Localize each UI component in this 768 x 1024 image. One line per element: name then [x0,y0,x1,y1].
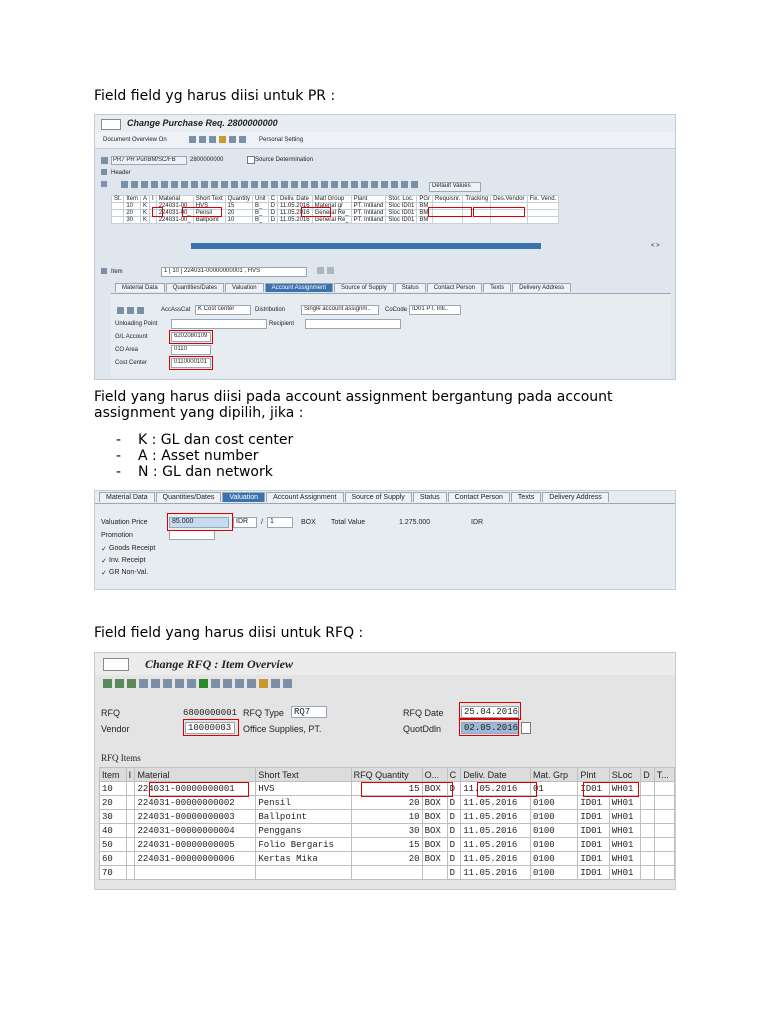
table-cell [112,210,124,217]
rfq-screenshot [94,652,676,890]
table-cell [641,824,655,838]
table-cell: B_ [253,210,269,217]
table-cell [654,782,674,796]
table-cell [641,782,655,796]
rfq-type-label: RFQ Type [243,708,284,718]
item-select[interactable]: 1 [ 10 ] 224031-00000000001 , HVS [161,267,307,277]
pr-column-header: Stor. Loc. [386,196,417,203]
goods-receipt-label: Goods Receipt [109,545,156,552]
tab-status[interactable]: Status [413,492,447,502]
acct-bullet-list [116,432,293,480]
pr-title: Change Purchase Req. 2800000000 [127,118,278,128]
table-cell: ID01 [578,838,609,852]
pr-column-header: St. [112,196,124,203]
rfq-type-field[interactable]: RQ7 [291,706,327,718]
table-cell: 70 [100,866,127,880]
table-cell: 40 [100,824,127,838]
table-cell: WH01 [609,852,640,866]
table-cell: BOX [422,782,447,796]
unloading-point-label: Unloading Point [115,321,158,327]
table-cell: D [447,824,461,838]
table-cell: D [268,203,277,210]
unloading-point-field[interactable] [171,319,267,329]
table-row[interactable] [112,217,559,224]
table-cell [527,203,559,210]
table-cell: Material gr [312,203,351,210]
rfq-heading: Field field yang harus diisi untuk RFQ : [94,625,364,641]
table-cell: 0100 [531,810,578,824]
horizontal-scrollbar[interactable] [191,243,541,249]
menu-icon[interactable] [101,119,121,130]
total-value: 1.275.000 [399,519,431,526]
rfq-column-header: RFQ Quantity [351,768,422,782]
pr-column-header: C [268,196,277,203]
promotion-field[interactable] [169,530,215,540]
table-cell: 11.05.2016 [461,852,531,866]
table-cell: 15 [225,203,252,210]
rfq-number: 6800000001 [183,708,238,718]
table-cell [641,838,655,852]
table-cell: D [268,210,277,217]
table-cell: 20 [225,210,252,217]
table-cell: ID01 [578,866,609,880]
table-cell: 224031-00000000004 [135,824,256,838]
table-cell: K [141,203,150,210]
table-cell: ID01 [578,824,609,838]
tab-material-data[interactable]: Material Data [99,492,155,502]
rfq-column-header: Mat. Grp [531,768,578,782]
doc-type-icon [101,157,111,164]
table-cell: Penggans [256,824,351,838]
acctasscat-select[interactable]: K Cost center [195,305,251,315]
table-cell: 30 [100,810,127,824]
tab-source-of-supply[interactable]: Source of Supply [345,492,412,502]
table-cell: 224031-00_ [156,217,193,224]
menu-icon[interactable] [103,658,129,671]
table-cell: 11.05.2016 [461,782,531,796]
tab-quantities-dates[interactable]: Quantities/Dates [166,283,224,292]
table-cell: BOX [422,796,447,810]
tab-delivery-address[interactable]: Delivery Address [542,492,609,502]
table-cell: 10 [351,810,422,824]
table-cell [654,866,674,880]
per-separator: / [261,519,263,526]
table-row[interactable] [100,810,675,824]
table-cell: 0100 [531,824,578,838]
table-cell: Sloc ID01 [386,210,417,217]
highlight-valuation-price [167,513,233,531]
table-cell: D [447,796,461,810]
doc-type-select[interactable]: PR7 PR Pur/BM/SC/FB [111,156,187,165]
rfq-column-header: Plnt [578,768,609,782]
rfq-column-header: I [126,768,135,782]
table-cell: ID01 [578,852,609,866]
rfq-column-header: D [641,768,655,782]
table-cell: 20 [124,210,141,217]
table-cell: 224031-00000000002 [135,796,256,810]
rfq-column-header: Material [135,768,256,782]
rfq-column-header: Deliv. Date [461,768,531,782]
tab-account-assignment[interactable]: Account Assignment [266,492,343,502]
table-cell: BM [417,217,433,224]
table-cell: WH01 [609,866,640,880]
header-toggle-icon[interactable] [101,169,110,176]
bullet-k: - K : GL dan cost center [116,432,293,448]
co-area-field[interactable]: 0110 [171,345,211,355]
table-cell [654,838,674,852]
table-cell: ID01 [578,810,609,824]
table-cell: BM [417,203,433,210]
table-cell [126,782,135,796]
promotion-label: Promotion [101,532,133,539]
table-cell [641,866,655,880]
table-cell: D [447,838,461,852]
rfq-column-header: C [447,768,461,782]
highlight-rfq-deliv-date [477,782,537,797]
table-cell: 20 [351,796,422,810]
table-cell: 0100 [531,838,578,852]
rfq-title: Change RFQ : Item Overview [145,657,293,671]
rfq-toolbar [103,679,295,689]
table-cell [126,810,135,824]
cost-center-field[interactable]: 0110000101 [171,358,211,368]
total-value-label: Total Value [331,519,366,526]
table-cell [527,217,559,224]
table-cell: 10 [124,203,141,210]
highlight-rfq-material [149,782,249,797]
pr-screenshot [94,114,676,380]
pr-heading: Field field yg harus diisi untuk PR : [94,88,336,104]
table-cell [654,796,674,810]
table-cell [527,210,559,217]
table-cell: WH01 [609,796,640,810]
table-cell: 30 [351,824,422,838]
grid-toolbar [121,181,421,192]
highlight-acct-cat [152,207,163,217]
vendor-label: Vendor [101,724,130,734]
table-cell [351,866,422,880]
vendor-field[interactable]: 10000003 [185,722,235,734]
table-cell: 0100 [531,796,578,810]
table-cell: BM [417,210,433,217]
table-cell [491,217,527,224]
personal-setting-button[interactable]: Personal Setting [259,137,304,143]
table-cell: K [141,210,150,217]
table-cell: B_ [253,217,269,224]
highlight-quotddln [459,718,519,736]
table-cell: BOX [422,852,447,866]
table-cell [126,866,135,880]
table-cell: 224031-00000000003 [135,810,256,824]
table-cell: BOX [422,838,447,852]
table-cell: 0100 [531,852,578,866]
table-cell [150,217,157,224]
currency-field[interactable]: IDR [233,517,257,528]
table-cell: K [141,217,150,224]
distribution-label: Distribution [255,307,286,313]
table-cell: PT. Intiland [351,203,386,210]
rfq-table-header [100,768,675,782]
source-determination-checkbox[interactable] [247,156,255,164]
tab-contact-person[interactable]: Contact Person [448,492,510,502]
tab-valuation[interactable]: Valuation [222,492,265,502]
table-cell: 60 [100,852,127,866]
table-cell [126,824,135,838]
table-cell: 11.05.2016 [461,796,531,810]
acctasscat-label: AccAssCat [161,307,191,313]
cost-center-label: Cost Center [115,360,148,366]
co-area-label: CO Area [115,347,139,353]
rfq-column-header: SLoc [609,768,640,782]
bullet-a: - A : Asset number [116,448,293,464]
tab-quantities-dates[interactable]: Quantities/Dates [156,492,222,502]
cocode-label: CoCode [385,307,408,313]
distribution-select[interactable]: Single account assignm.. [301,305,379,315]
tab-source-of-supply[interactable]: Source of Supply [334,283,394,292]
item-icon [101,268,110,275]
inv-receipt-checkbox[interactable]: ✓ [101,558,107,565]
calendar-icon[interactable] [521,722,531,734]
table-cell: 15 [351,782,422,796]
table-cell: Sloc ID01 [386,217,417,224]
document-overview-button[interactable]: Document Overview On [103,137,167,143]
table-cell: Pensil [256,796,351,810]
order-unit: BOX [301,519,316,526]
rfq-items-label: RFQ Items [101,753,141,763]
table-cell: 20 [351,852,422,866]
table-cell [654,810,674,824]
table-cell: Ballpoint [256,810,351,824]
table-cell: Pensil [193,210,225,217]
table-cell: 30 [124,217,141,224]
tab-texts[interactable]: Texts [483,283,511,292]
pr-toolbar [95,132,675,149]
table-cell [256,866,351,880]
pr-column-header: Tracking [463,196,491,203]
pr-column-header: A [141,196,150,203]
table-cell [126,838,135,852]
table-cell: 15 [351,838,422,852]
pr-column-header: Unit [253,196,269,203]
table-cell: ID01 [578,796,609,810]
table-cell: D [447,866,461,880]
table-cell: ID01 [578,782,609,796]
table-cell: D [447,852,461,866]
tab-texts[interactable]: Texts [511,492,541,502]
table-row[interactable] [100,852,675,866]
table-cell: HVS [193,203,225,210]
table-cell: 224031-00000000001 [135,782,256,796]
table-cell: 11.05.2016 [461,866,531,880]
table-cell: 11.05.2016 [461,824,531,838]
rfq-date-field[interactable]: 25.04.2016 [461,706,519,718]
price-unit-field[interactable]: 1 [267,517,293,528]
highlight-sloc-pgr [473,207,525,217]
table-cell: D [447,782,461,796]
pr-column-header: Matl Group [312,196,351,203]
table-cell: HVS [256,782,351,796]
inv-receipt-label: Inv. Receipt [109,557,146,564]
table-cell: PT. Intiland [351,217,386,224]
rfq-label: RFQ [101,708,120,718]
highlight-cost-center [169,356,213,370]
table-cell [654,824,674,838]
table-cell [654,852,674,866]
table-cell [463,217,491,224]
table-cell: 11.05.2016 [278,210,313,217]
item-nav-arrows[interactable] [317,267,337,274]
highlight-quantity [301,207,331,217]
pr-column-header: Quantity [225,196,252,203]
table-cell [135,866,256,880]
table-row[interactable] [100,866,675,880]
valuation-price-label: Valuation Price [101,519,148,526]
table-cell: 20 [100,796,127,810]
pr-table-header [112,196,559,203]
gr-nonval-checkbox[interactable]: ✓ [101,570,107,577]
rfq-column-header: Short Text [256,768,351,782]
pr-column-header: Des.Vendor [491,196,527,203]
gl-account-field[interactable]: 6202080109 [171,332,211,342]
valuation-screenshot [94,490,676,590]
tab-account-assignment[interactable]: Account Assignment [265,283,333,292]
table-cell: 01 [531,782,578,796]
table-cell: General Re_ [312,210,351,217]
highlight-material [182,207,222,217]
rfq-title-bar [95,653,675,675]
table-cell: Kertas Mika [256,852,351,866]
table-cell: Sloc ID01 [386,203,417,210]
bullet-n: - N : GL dan network [116,464,293,480]
valuation-price-field[interactable]: 85.000 [169,517,229,528]
table-cell: 11.05.2016 [278,203,313,210]
table-cell: 11.05.2016 [461,810,531,824]
table-cell: PT. Intiland [351,210,386,217]
toolbar-icons [189,136,249,143]
pr-column-header: PGr [417,196,433,203]
highlight-gl-account [169,330,213,344]
pr-column-header: Deliv. Date [278,196,313,203]
table-cell: 0100 [531,866,578,880]
scroll-arrows[interactable]: < > [651,243,660,249]
tab-material-data[interactable]: Material Data [115,283,165,292]
table-cell: 224031-00 [156,203,193,210]
table-cell [112,217,124,224]
table-cell: 11.05.2016 [278,217,313,224]
default-values-button[interactable]: Default Values [429,182,481,192]
table-row[interactable] [100,838,675,852]
pr-column-header: Plant [351,196,386,203]
tab-valuation[interactable]: Valuation [225,283,264,292]
pr-column-header: Item [124,196,141,203]
table-cell: 11.05.2016 [461,838,531,852]
highlight-vendor [183,719,239,736]
recipient-field[interactable] [305,319,401,329]
pr-column-header: Material [156,196,193,203]
recipient-label: Recipient [269,321,295,327]
table-cell [112,203,124,210]
item-label: Item [111,269,123,275]
pr-column-header: Fix. Vend. [527,196,559,203]
pr-detail-tabs [115,283,572,292]
pr-title-bar [95,115,675,133]
header-label[interactable]: Header [111,170,131,176]
table-cell: WH01 [609,810,640,824]
table-cell: 224031-00_ [156,210,193,217]
acct-icons [117,307,147,314]
pr-column-header: Requisnr. [433,196,463,203]
rfq-column-header: O... [422,768,447,782]
table-row[interactable] [100,824,675,838]
tab-contact-person[interactable]: Contact Person [427,283,482,292]
table-cell: WH01 [609,782,640,796]
highlight-rfq-quantity [361,782,453,797]
table-cell [433,217,463,224]
table-cell: 224031-00000000005 [135,838,256,852]
goods-receipt-checkbox[interactable]: ✓ [101,546,107,553]
tab-delivery-address[interactable]: Delivery Address [512,283,571,292]
table-cell [641,810,655,824]
table-cell: 10 [225,217,252,224]
doc-number: 2800000000 [190,157,224,163]
rfq-column-header: T... [654,768,674,782]
table-cell [126,852,135,866]
table-cell: 50 [100,838,127,852]
table-cell: General Re_ [312,217,351,224]
gl-account-label: G/L Account [115,334,148,340]
table-cell [422,866,447,880]
table-cell [126,796,135,810]
rfq-column-header: Item [100,768,127,782]
tab-status[interactable]: Status [395,283,426,292]
total-currency: IDR [471,519,484,526]
table-cell: WH01 [609,838,640,852]
table-cell: B_ [253,203,269,210]
cocode-select[interactable]: ID01 PT. Inti.. [409,305,461,315]
highlight-plant [428,207,472,217]
table-cell [641,852,655,866]
table-cell: BOX [422,824,447,838]
acct-heading-line1: Field yang harus diisi pada account assignment bergantung pada account [94,389,613,405]
table-cell: 10 [100,782,127,796]
table-cell: Folio Bergaris [256,838,351,852]
vendor-name: Office Supplies, PT. [243,724,322,734]
pr-column-header: I [150,196,157,203]
items-toggle-icon[interactable] [101,181,110,188]
pr-column-header: Short Text [193,196,225,203]
table-cell: Ballpoint [193,217,225,224]
table-cell: BOX [422,810,447,824]
table-cell: 224031-00000000006 [135,852,256,866]
table-row[interactable] [100,796,675,810]
table-cell: D [447,810,461,824]
highlight-rfq-plant-sloc [583,782,639,797]
tab-divider [95,503,675,504]
quotddln-field[interactable]: 02.05.2016 [461,722,519,734]
acct-heading-line2: assignment yang dipilih, jika : [94,405,304,421]
table-cell [641,796,655,810]
rfq-date-label: RFQ Date [403,708,444,718]
table-cell: WH01 [609,824,640,838]
quotddln-label: QuotDdln [403,724,442,734]
valuation-tabs [99,492,610,502]
source-determination-label: Source Determination [255,157,314,163]
gr-nonval-label: GR Non-Val. [109,569,149,576]
table-cell: D [268,217,277,224]
